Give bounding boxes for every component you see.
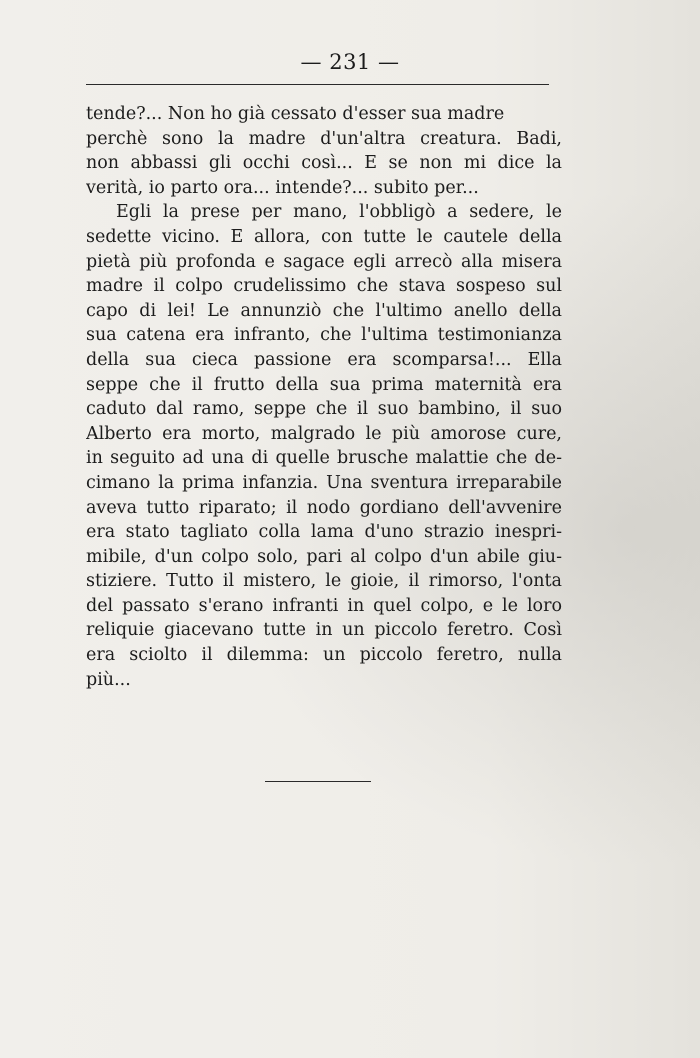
body-text <box>86 102 562 692</box>
text-line: capo di lei! Le annunziò che l'ultimo anello della <box>86 300 562 321</box>
text-line: seppe che il frutto della sua prima maternità era <box>86 374 562 395</box>
text-line: stiziere. Tutto il mistero, le gioie, il rimorso, l'onta <box>86 571 562 592</box>
text-line: verità, io parto ora... intende?... subito per... <box>86 177 479 198</box>
text-line: sedette vicino. E allora, con tutte le cautele della <box>86 226 562 247</box>
text-line: aveva tutto riparato; il nodo gordiano dell'avvenire <box>86 497 562 518</box>
header-rule <box>86 84 549 85</box>
text-line: sua catena era infranto, che l'ultima testimonianza <box>86 325 562 346</box>
text-line: non abbassi gli occhi così... E se non mi dice la <box>86 153 562 174</box>
text-line: perchè sono la madre d'un'altra creatura. Badi, <box>86 128 562 149</box>
text-line: Alberto era morto, malgrado le più amorose cure, <box>86 423 562 444</box>
text-line: pietà più profonda e sagace egli arrecò alla misera <box>86 251 562 272</box>
text-line: Egli la prese per mano, l'obbligò a sedere, le <box>116 202 562 223</box>
text-line: in seguito ad una di quelle brusche malattie che de- <box>86 448 562 469</box>
text-line: cimano la prima infanzia. Una sventura irreparabile <box>86 472 562 493</box>
text-line: era sciolto il dilemma: un piccolo feretro, nulla <box>86 645 562 666</box>
text-line: della sua cieca passione era scomparsa!... Ella <box>86 349 562 370</box>
text-line: tende?... Non ho già cessato d'esser sua madre <box>86 104 505 124</box>
text-line: mibile, d'un colpo solo, pari al colpo d'un abile giu- <box>86 546 562 567</box>
text-line: del passato s'erano infranti in quel colpo, e le loro <box>86 595 562 616</box>
text-line: madre il colpo crudelissimo che stava sospeso sul <box>86 276 562 297</box>
text-line: era stato tagliato colla lama d'uno strazio inespri- <box>86 522 562 543</box>
text-line: più... <box>86 669 131 690</box>
text-line: caduto dal ramo, seppe che il suo bambino, il suo <box>86 399 562 420</box>
page-number: — 231 — <box>300 50 400 74</box>
text-line: reliquie giacevano tutte in un piccolo feretro. Così <box>86 620 562 641</box>
end-rule <box>265 781 371 782</box>
